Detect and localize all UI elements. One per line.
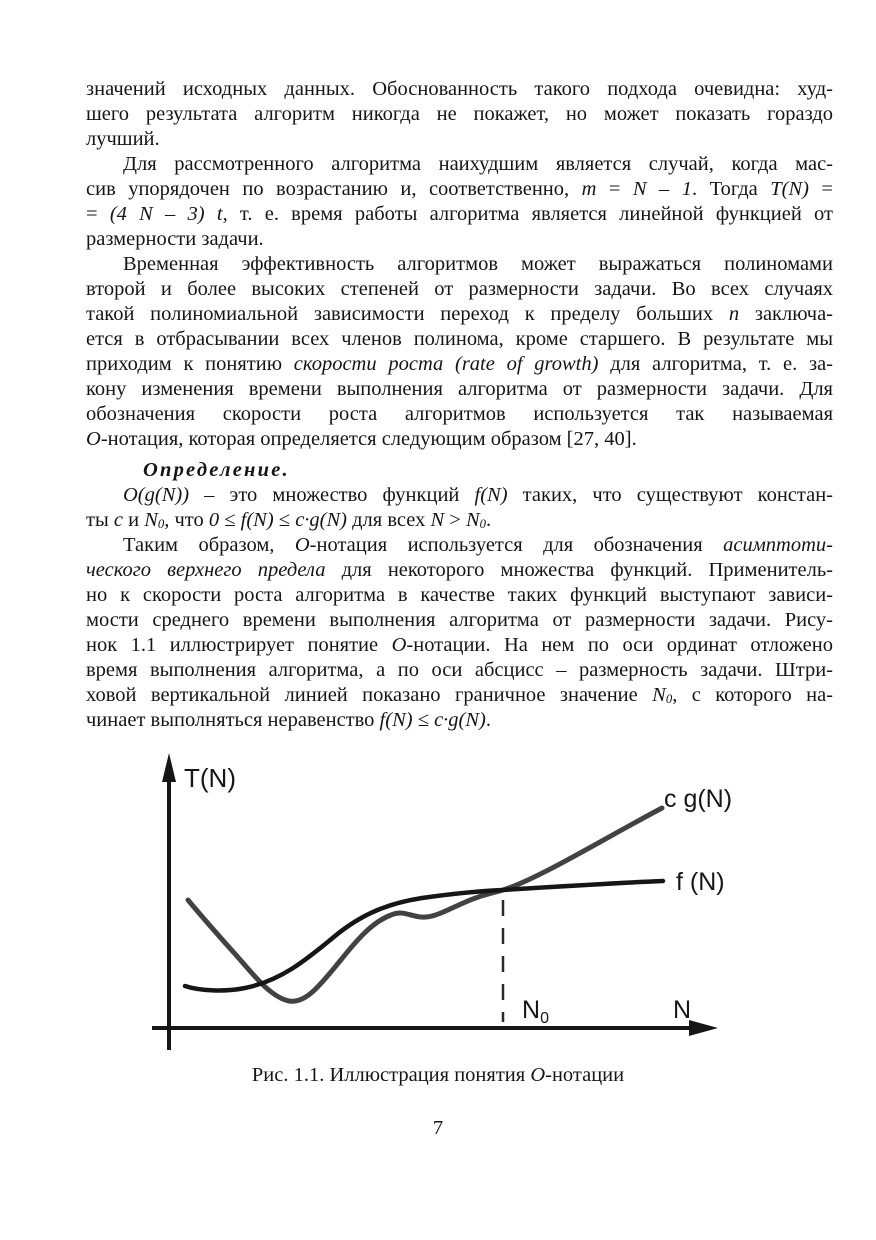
text-line: но к скорости роста алгоритма в качестве таких функций выступают зависи- [86, 584, 833, 606]
text-line: чинает выполняться неравенство f(N) ≤ c·g(N). [86, 709, 491, 731]
paragraph [86, 533, 833, 733]
text-line: приходим к понятию скорости роста (rate of growth) для алгоритма, т. е. за- [86, 353, 833, 375]
paragraph [86, 483, 833, 533]
text-line: мости среднего времени выполнения алгоритма от размерности задачи. Рису- [86, 609, 833, 631]
text-line: ты c и N0, что 0 ≤ f(N) ≤ c·g(N) для всех N > N0. [86, 509, 492, 532]
figure-caption: Рис. 1.1. Иллюстрация понятия О-нотации [251, 1064, 625, 1086]
text-line: Таким образом, О-нотация используется для обозначения асимптоти- [123, 534, 833, 556]
page-number: 7 [432, 1117, 444, 1139]
text-line: нок 1.1 иллюстрирует понятие О-нотации. На нем по оси ординат отложено [86, 634, 833, 656]
text-block [86, 77, 833, 733]
text-line: обозначения скорости роста алгоритмов используется так называемая [86, 403, 833, 425]
definition-heading [86, 458, 833, 483]
text-line: ческого верхнего предела для некоторого множества функций. Применитель- [86, 559, 834, 581]
paragraph [86, 252, 833, 452]
g-curve-label: c g(N) [664, 785, 733, 813]
g-curve [188, 808, 662, 1001]
figure [140, 750, 760, 1060]
text-line: такой полиномиальной зависимости переход к пределу больших n заключа- [86, 303, 834, 325]
text-line: ховой вертикальной линией показано граничное значение N0, с которого на- [86, 684, 834, 707]
text-line: кону изменения времени выполнения алгоритма от размерности задачи. Для [86, 378, 833, 400]
text-line: О-нотация, которая определяется следующим образом [27, 40]. [86, 428, 637, 450]
text-line: второй и более высоких степеней от размерности задачи. Во всех случаях [86, 278, 833, 300]
text-line: ется в отбрасывании всех членов полинома, кроме старшего. В результате мы [86, 328, 833, 350]
text-line: значений исходных данных. Обоснованность такого подхода очевидна: худ- [86, 78, 833, 100]
text-line: Для рассмотренного алгоритма наихудшим является случай, когда мас- [123, 153, 833, 175]
f-curve [185, 881, 663, 990]
text-line: Определение. [143, 459, 290, 481]
text-line: O(g(N)) – это множество функций f(N) таких, что существуют констан- [123, 484, 834, 506]
f-curve-label: f (N) [676, 868, 725, 896]
o-notation-plot [140, 750, 760, 1060]
text-line: сив упорядочен по возрастанию и, соответственно, m = N – 1. Тогда T(N) = [86, 178, 833, 200]
text-line: шего результата алгоритм никогда не покажет, но может показать гораздо [86, 103, 833, 125]
y-axis-arrow-icon [162, 753, 176, 782]
x-axis-arrow-icon [689, 1020, 718, 1036]
text-line: = (4 N – 3) t, т. е. время работы алгоритма является линейной функцией от [86, 203, 834, 225]
paragraph [86, 152, 833, 252]
text-line: время выполнения алгоритма, а по оси абсцисс – размерность задачи. Штри- [86, 659, 833, 681]
text-line: размерности задачи. [86, 228, 264, 250]
x-axis-label: N [673, 996, 692, 1024]
paragraph [86, 77, 833, 152]
text-line: лучший. [86, 128, 160, 150]
text-line: Временная эффективность алгоритмов может выражаться полиномами [123, 253, 833, 275]
threshold-label: $N_0$ [522, 996, 549, 1027]
y-axis-label: T(N) [184, 763, 236, 793]
